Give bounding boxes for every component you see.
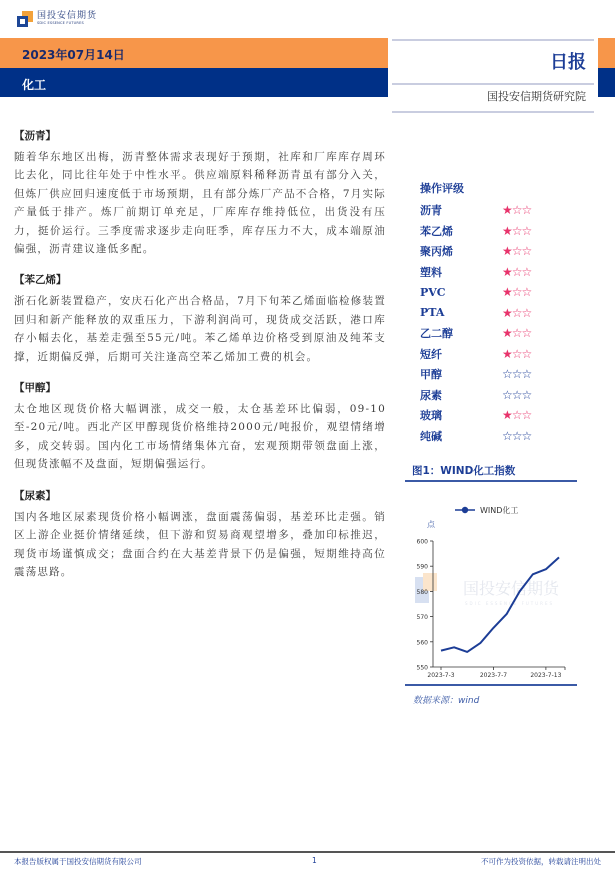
section-title: 化工 <box>22 78 47 92</box>
company-logo <box>17 11 97 27</box>
commentary-block-methanol <box>14 380 386 474</box>
svg-text:560: 560 <box>416 639 428 647</box>
block-title: 【沥青】 <box>14 130 56 142</box>
svg-text:2023-7-7: 2023-7-7 <box>479 672 508 679</box>
rating-row <box>420 241 590 262</box>
figure-bottom-rule <box>405 684 577 686</box>
star-rating-icon: ★☆☆ <box>502 408 532 423</box>
rating-product: 玻璃 <box>420 409 442 423</box>
rating-row <box>420 323 590 344</box>
watermark <box>415 573 560 606</box>
rating-panel-title: 操作评级 <box>420 182 464 195</box>
star-rating-icon: ★☆☆ <box>502 285 532 300</box>
star-rating-icon: ★☆☆ <box>502 244 532 259</box>
rating-product: PTA <box>420 306 445 320</box>
svg-text:550: 550 <box>416 664 428 672</box>
star-rating-icon: ★☆☆ <box>502 326 532 341</box>
svg-text:570: 570 <box>416 614 428 622</box>
rating-row <box>420 426 590 447</box>
svg-text:600: 600 <box>416 538 428 546</box>
chart-axes <box>417 539 565 680</box>
rating-row <box>420 282 590 303</box>
rating-row <box>420 303 590 324</box>
divider <box>392 39 594 41</box>
commentary-column <box>14 128 386 595</box>
block-title: 【苯乙烯】 <box>14 274 67 287</box>
figure-title: 图1：WIND化工指数 <box>412 465 516 477</box>
rating-product: 短纤 <box>420 347 442 361</box>
star-rating-icon: ★☆☆ <box>502 346 532 361</box>
report-type: 日报 <box>550 52 586 73</box>
rating-row <box>420 262 590 283</box>
svg-text:国投安信期货: 国投安信期货 <box>463 579 560 598</box>
block-title: 【尿素】 <box>14 489 56 502</box>
wind-chem-index-chart <box>405 497 577 682</box>
rating-row <box>420 405 590 426</box>
star-rating-icon: ☆☆☆ <box>502 428 532 443</box>
footer-disclaimer: 不可作为投资依据，转载请注明出处 <box>481 857 601 866</box>
institute-name: 国投安信期货研究院 <box>487 90 586 103</box>
svg-text:590: 590 <box>416 563 428 571</box>
block-title: 【甲醇】 <box>14 382 56 395</box>
report-date: 2023年07月14日 <box>22 48 125 62</box>
rating-product: 苯乙烯 <box>420 224 453 238</box>
logo-name-cn: 国投安信期货 <box>37 11 98 22</box>
report-title-box <box>388 38 598 114</box>
commentary-block-urea <box>14 488 386 582</box>
data-source: 数据来源：wind <box>413 696 480 706</box>
footer-rule <box>0 851 615 853</box>
star-rating-icon: ★☆☆ <box>502 264 532 279</box>
block-text: 随着华东地区出梅，沥青整体需求表现好于预期，社库和厂库库存周环比去化，同比往年处于中性水平。供应端原料稀释沥青虽有部分入关，但炼厂供应回归速度低于市场预期，且有部分炼厂产品不合格，7月实际产量低于排产。炼厂前期订单充足，厂库库存维持低位，出货没有压力，挺价运行。三季度需求逐步走向旺季，库存压力不大，成本端原油偏强，沥青建议逢低多配。 <box>14 151 386 256</box>
star-rating-icon: ★☆☆ <box>502 305 532 320</box>
rating-panel <box>420 180 590 446</box>
svg-text:2023-7-3: 2023-7-3 <box>427 672 455 679</box>
logo-name-en: SDIC ESSENCE FUTURES <box>37 21 84 26</box>
rating-product: 甲醇 <box>420 368 442 382</box>
rating-row <box>420 344 590 365</box>
rating-row <box>420 385 590 406</box>
rating-row <box>420 221 590 242</box>
commentary-block-styrene <box>14 272 386 366</box>
rating-product: 纯碱 <box>420 429 442 443</box>
divider <box>392 111 594 113</box>
star-rating-icon: ☆☆☆ <box>502 367 532 382</box>
star-rating-icon: ★☆☆ <box>502 203 532 218</box>
block-text: 国内各地区尿素现货价格小幅调涨，盘面震荡偏弱，基差环比走强。销区上游企业挺价情绪延续，但下游和贸易商观望增多，叠加印标推迟，现货市场谨慎成交；盘面合约在大基差背景下仍是偏强，短期维持高位震荡思路。 <box>14 510 386 578</box>
svg-text:580: 580 <box>416 588 428 596</box>
rating-product: 尿素 <box>420 388 442 402</box>
rating-product: 塑料 <box>420 265 442 279</box>
rating-row <box>420 200 590 221</box>
footer-copyright: 本报告版权属于国投安信期货有限公司 <box>14 857 142 866</box>
page-number: 1 <box>312 856 317 865</box>
rating-product: 乙二醇 <box>420 327 453 341</box>
svg-text:2023-7-13: 2023-7-13 <box>530 672 562 679</box>
commentary-block-asphalt <box>14 128 386 258</box>
block-text: 浙石化新装置稳产，安庆石化产出合格品，7月下旬苯乙烯面临检修装置回归和新产能释放的双重压力，下游利润尚可，现货成交活跃，港口库存小幅去化，基差走强至55元/吨。苯乙烯单边价格受到原油及纯苯支撑，近期偏反弹，后期可关注逢高空苯乙烯加工费的机会。 <box>14 295 386 363</box>
figure-top-rule <box>405 480 577 482</box>
rating-product: PVC <box>420 285 446 299</box>
rating-product: 聚丙烯 <box>420 245 453 259</box>
rating-row <box>420 364 590 385</box>
star-rating-icon: ☆☆☆ <box>502 387 532 402</box>
block-text: 太仓地区现货价格大幅调涨，成交一般，太仓基差环比偏弱，09-10至-20元/吨。西北产区甲醇现货价格维持2000元/吨报价，观望情绪增多，成交转弱。国内化工市场情绪集体亢奋，宏观预期带领盘面上涨，但现货涨幅不及盘面，短期偏强运行。 <box>14 403 386 471</box>
svg-text:点: 点 <box>427 520 435 529</box>
chart-legend <box>455 505 518 515</box>
rating-product: 沥青 <box>420 204 442 218</box>
divider <box>392 83 594 85</box>
logo-icon <box>17 11 33 27</box>
star-rating-icon: ★☆☆ <box>502 223 532 238</box>
svg-text:WIND化工: WIND化工 <box>480 506 519 515</box>
svg-text:SDIC ESSENCE FUTURES: SDIC ESSENCE FUTURES <box>465 601 555 606</box>
